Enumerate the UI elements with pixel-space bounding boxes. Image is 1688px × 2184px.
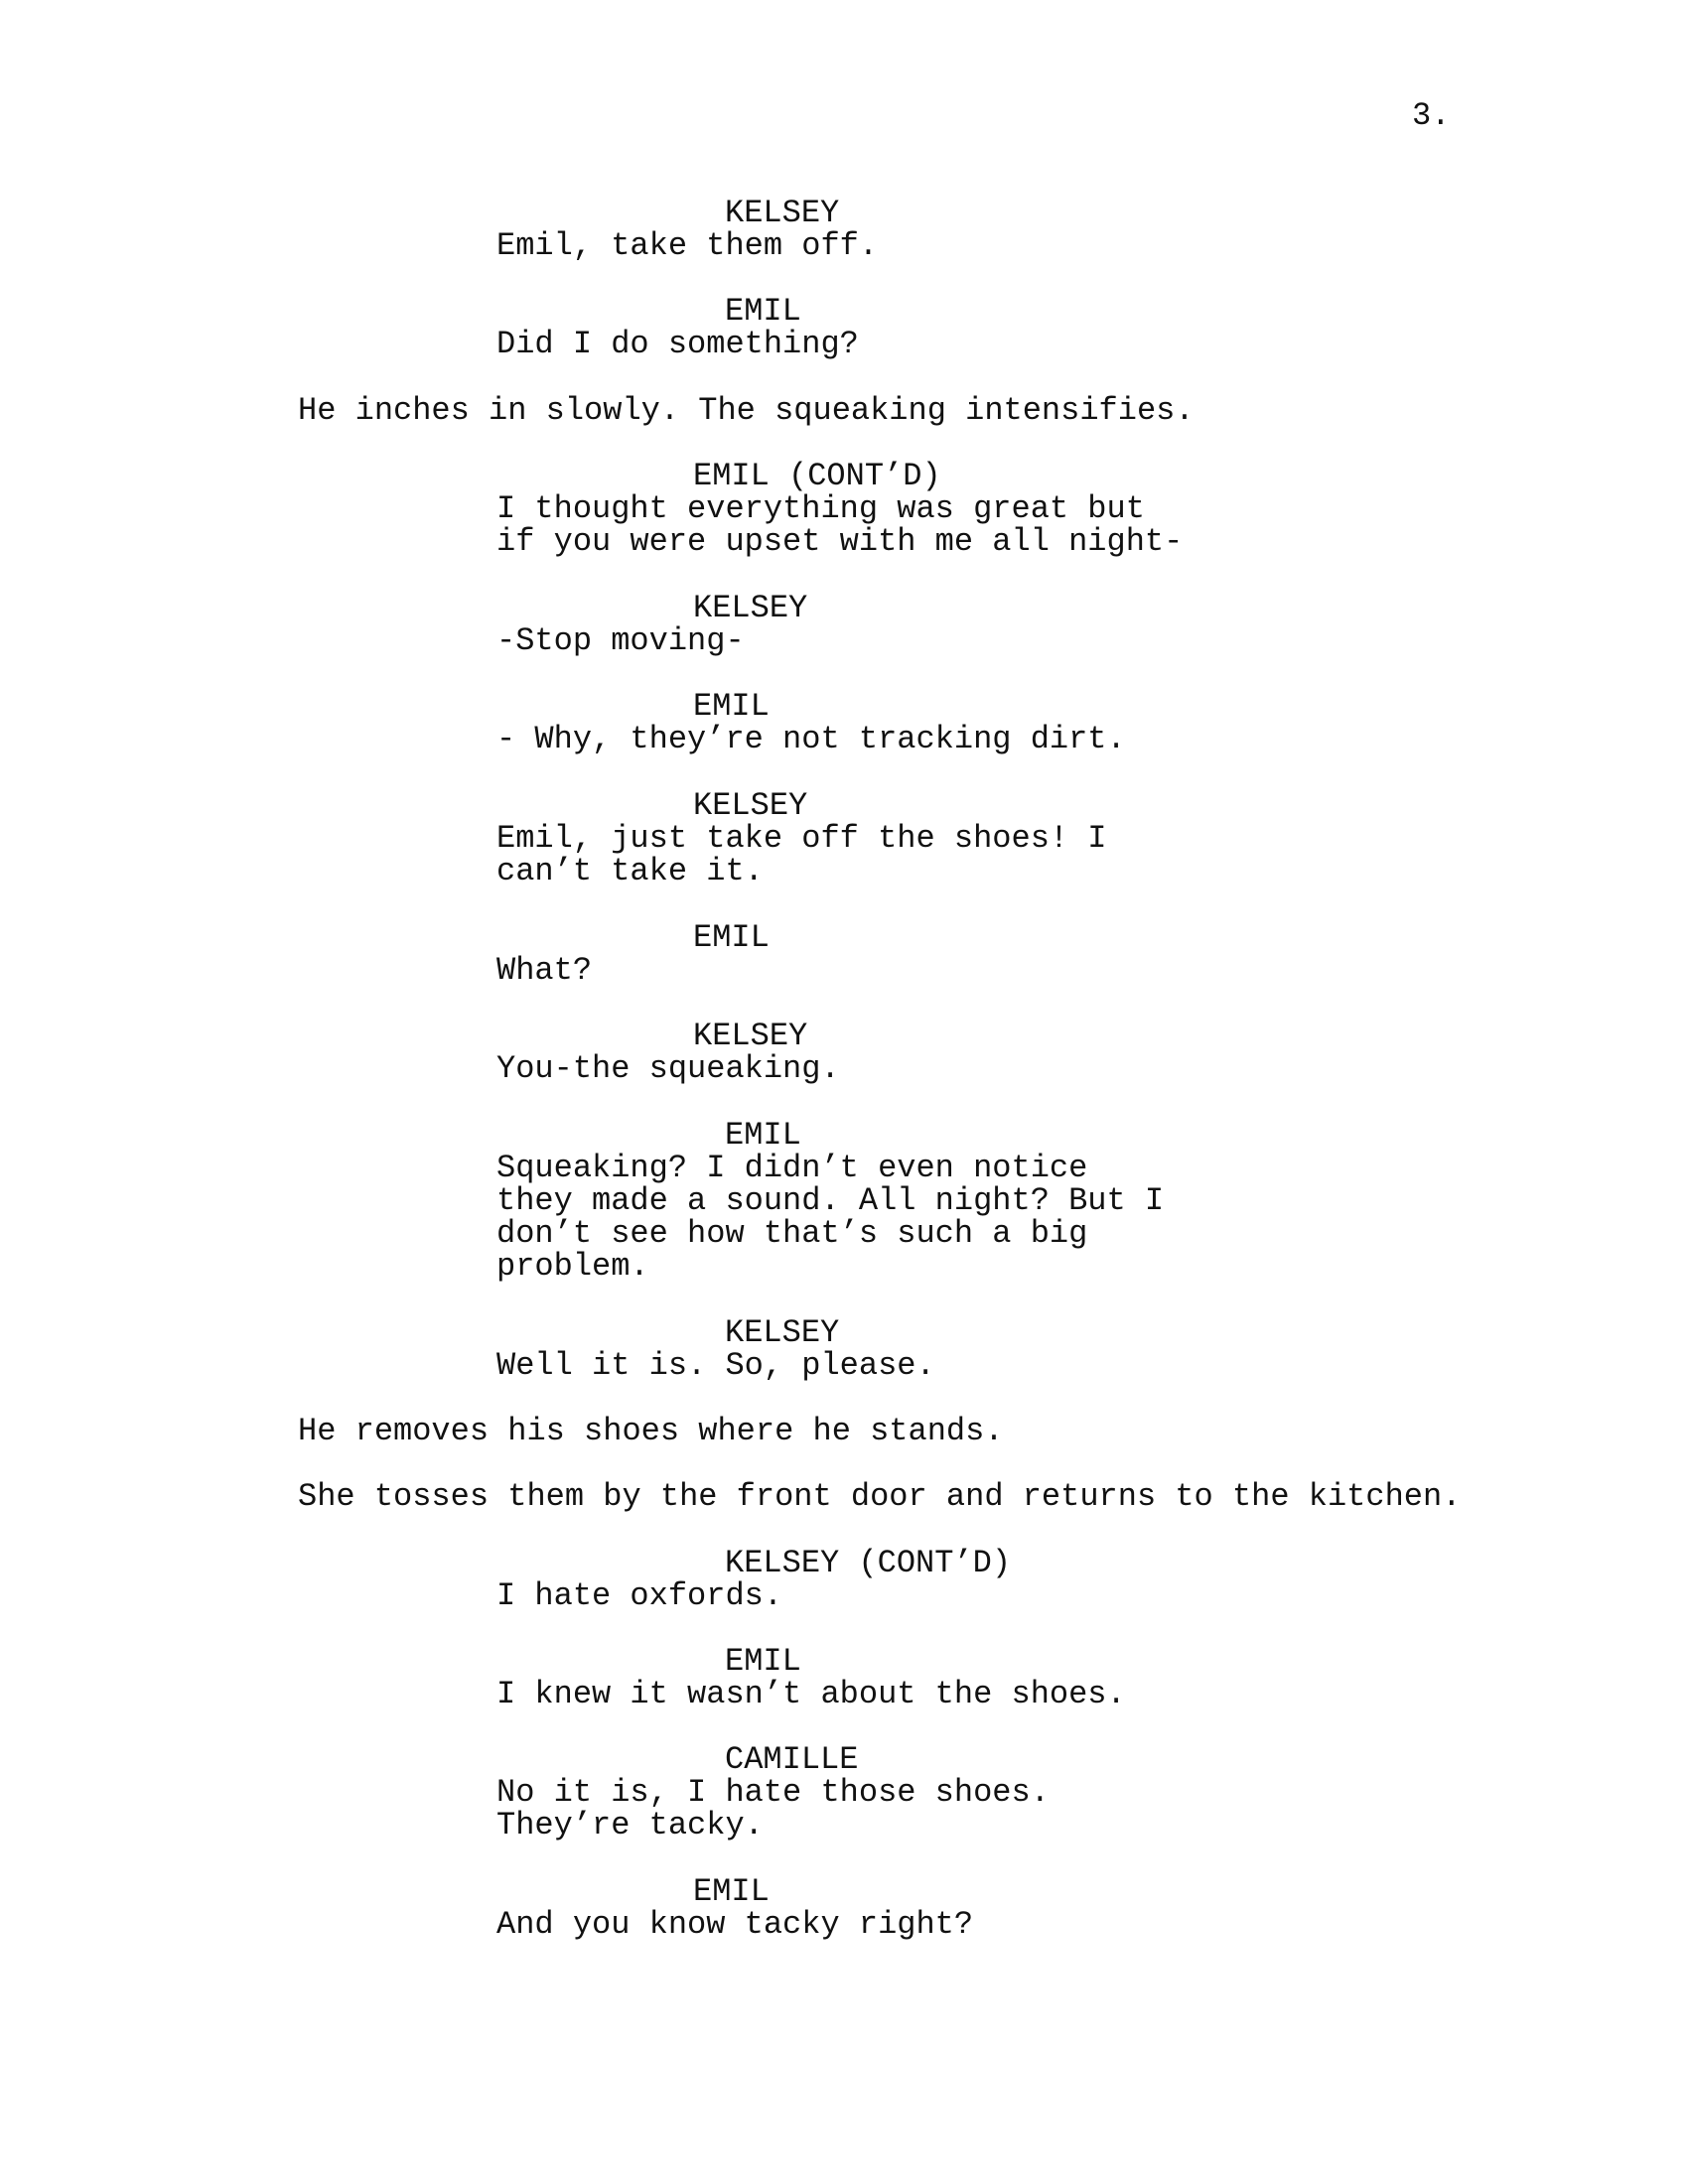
dialogue-line: if you were upset with me all night- [496, 523, 1184, 560]
dialogue-line: Emil, just take off the shoes! I [496, 820, 1107, 857]
character-cue: KELSEY [693, 1018, 808, 1054]
character-cue: EMIL [725, 1117, 801, 1154]
character-cue: KELSEY [693, 787, 808, 824]
dialogue-line: I knew it wasn’t about the shoes. [496, 1676, 1126, 1712]
action-line: He inches in slowly. The squeaking intensifies. [298, 392, 1195, 429]
page-number: 3. [1412, 97, 1451, 134]
dialogue-line: they made a sound. All night? But I [496, 1182, 1165, 1219]
character-cue: EMIL [693, 1873, 770, 1910]
dialogue-line: Well it is. So, please. [496, 1347, 935, 1384]
dialogue-line: No it is, I hate those shoes. [496, 1774, 1050, 1811]
dialogue-line: And you know tacky right? [496, 1906, 974, 1943]
dialogue-line: They’re tacky. [496, 1807, 764, 1843]
character-cue: KELSEY [725, 195, 840, 231]
dialogue-line: I hate oxfords. [496, 1577, 783, 1614]
dialogue-line: I thought everything was great but [496, 490, 1145, 527]
dialogue-line: Squeaking? I didn’t even notice [496, 1150, 1088, 1186]
character-cue: EMIL [693, 688, 770, 725]
character-cue: KELSEY [725, 1314, 840, 1351]
dialogue-line: You-the squeaking. [496, 1050, 840, 1087]
character-cue: EMIL [725, 293, 801, 330]
dialogue-line: Did I do something? [496, 326, 859, 362]
character-cue: KELSEY [693, 590, 808, 626]
character-cue: CAMILLE [725, 1741, 859, 1778]
character-cue: KELSEY (CONT’D) [725, 1545, 1012, 1581]
character-cue: EMIL (CONT’D) [693, 458, 941, 494]
dialogue-line: problem. [496, 1248, 649, 1285]
character-cue: EMIL [693, 919, 770, 956]
character-cue: EMIL [725, 1643, 801, 1680]
dialogue-line: don’t see how that’s such a big [496, 1215, 1088, 1252]
dialogue-line: -Stop moving- [496, 622, 745, 659]
dialogue-line: What? [496, 952, 593, 989]
dialogue-line: can’t take it. [496, 853, 764, 889]
action-line: He removes his shoes where he stands. [298, 1413, 1004, 1449]
action-line: She tosses them by the front door and returns to the kitchen. [298, 1478, 1462, 1515]
dialogue-line: Emil, take them off. [496, 227, 879, 264]
dialogue-line: - Why, they’re not tracking dirt. [496, 721, 1126, 757]
